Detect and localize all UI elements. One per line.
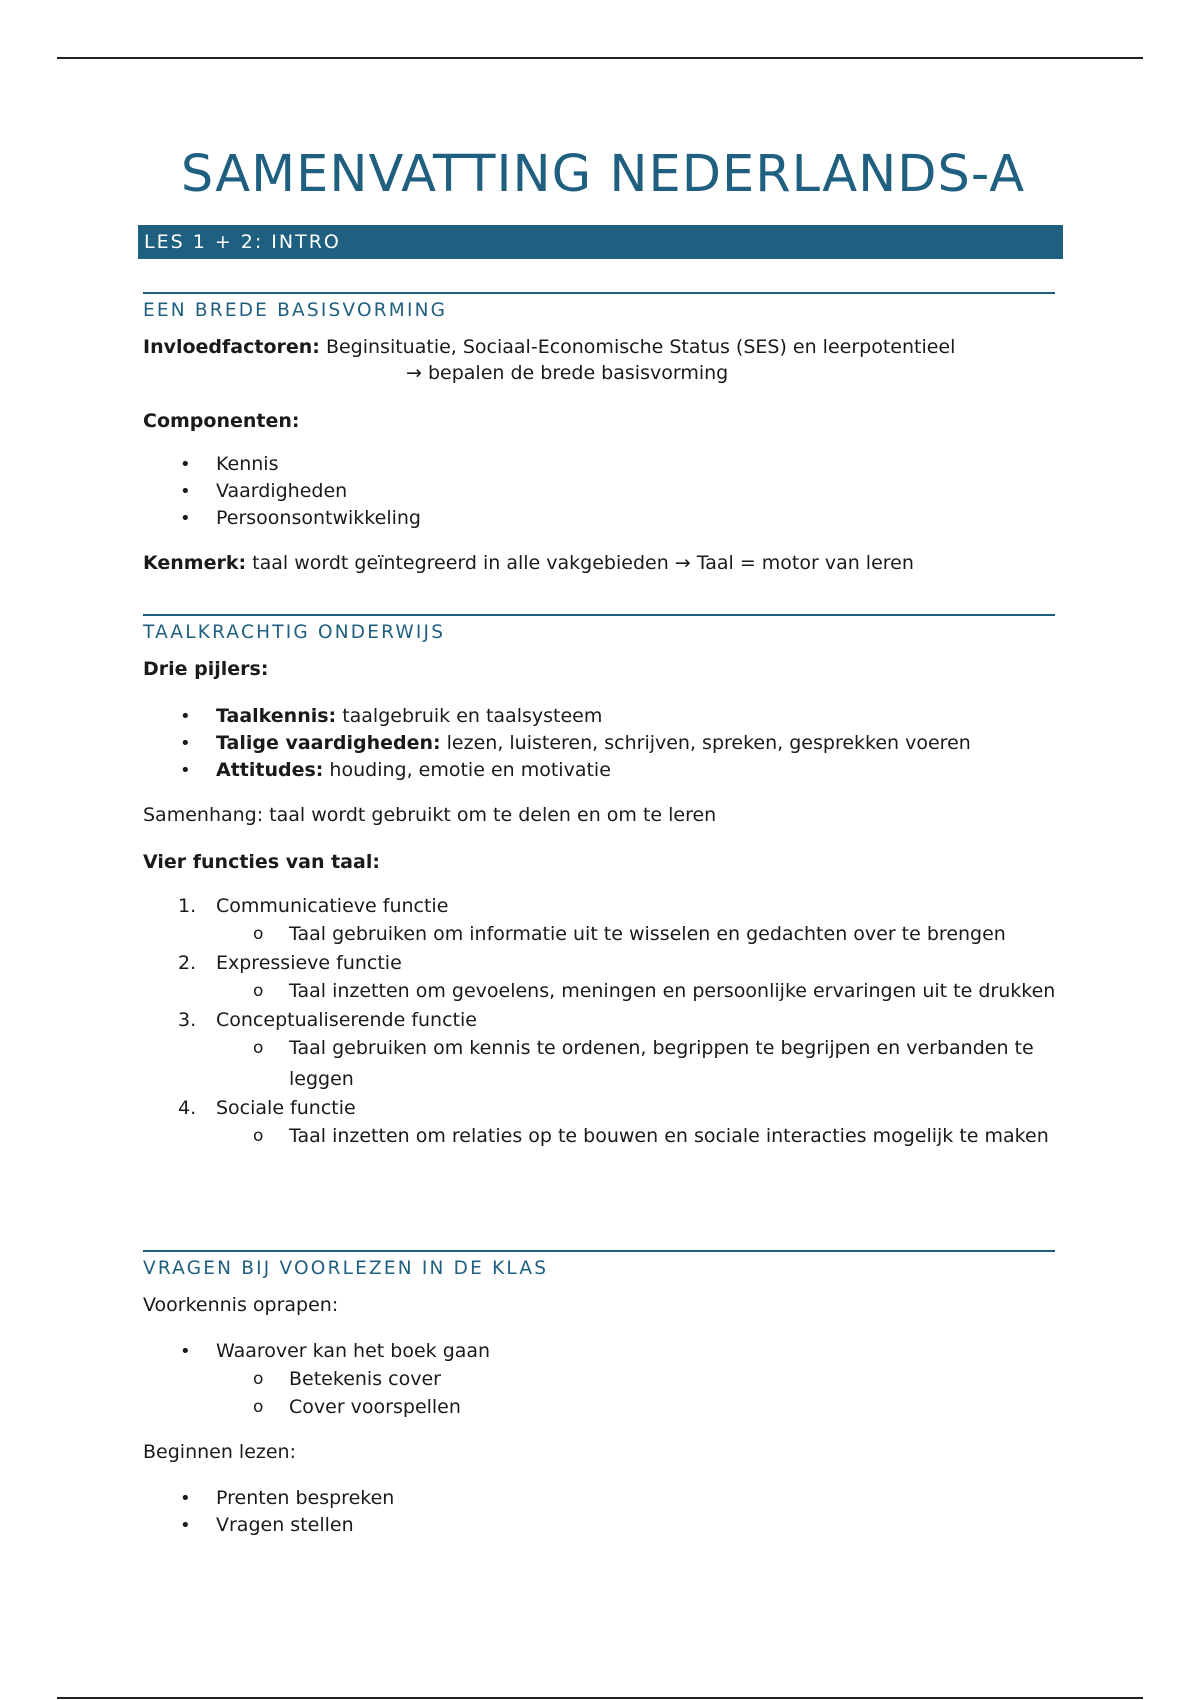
list-item	[143, 1338, 1063, 1421]
list-item	[143, 1095, 1063, 1152]
invloedfactoren-text: Beginsituatie, Sociaal-Economische Status (SES) en leerpotentieel	[319, 336, 956, 358]
sub-item: o Taal gebruiken om informatie uit te wisselen en gedachten over te brengen	[143, 919, 1063, 950]
list-item: • Prenten bespreken	[143, 1485, 1063, 1512]
list-number: 4.	[178, 1097, 197, 1119]
componenten-list	[143, 451, 1063, 532]
section-heading: EEN BREDE BASISVORMING	[143, 292, 1055, 324]
list-item	[143, 1007, 1063, 1095]
functie-name: Communicatieve functie	[216, 895, 449, 917]
list-item: • Vaardigheden	[143, 478, 1063, 505]
functies-list	[143, 893, 1063, 1152]
list-item: • Persoonsontwikkeling	[143, 505, 1063, 532]
list-item	[143, 757, 1063, 784]
sub-list	[216, 1121, 1063, 1152]
section-brede-basisvorming	[143, 292, 1063, 576]
pijler-text: taalgebruik en taalsysteem	[336, 705, 603, 727]
functie-name: Sociale functie	[216, 1097, 356, 1119]
sub-list	[216, 976, 1063, 1007]
pijler-text: lezen, luisteren, schrijven, spreken, gesprekken voeren	[440, 732, 971, 754]
footer-rule	[57, 1697, 1143, 1699]
list-number: 2.	[178, 952, 197, 974]
kenmerk-text: taal wordt geïntegreerd in alle vakgebieden → Taal = motor van leren	[246, 552, 914, 574]
document-title: SAMENVATTING NEDERLANDS-A	[180, 145, 1026, 204]
functies-label: Vier functies van taal:	[143, 851, 380, 873]
kenmerk-paragraph	[143, 550, 1063, 576]
beginnen-label: Beginnen lezen:	[143, 1441, 296, 1463]
pijlers-list	[143, 703, 1063, 784]
voorkennis-label: Voorkennis oprapen:	[143, 1294, 339, 1316]
voorkennis-list	[143, 1338, 1063, 1421]
section-taalkrachtig-onderwijs	[143, 614, 1063, 1152]
functie-name: Conceptualiserende functie	[216, 1009, 477, 1031]
document-page	[143, 140, 1063, 1536]
lesson-heading: LES 1 + 2: INTRO	[138, 225, 1063, 259]
kenmerk-label: Kenmerk:	[143, 552, 247, 574]
list-number: 1.	[178, 895, 197, 917]
list-item: • Vragen stellen	[143, 1512, 1063, 1539]
invloedfactoren-paragraph	[143, 334, 1063, 360]
functie-name: Expressieve functie	[216, 952, 402, 974]
list-item	[143, 730, 1063, 757]
beginnen-list	[143, 1485, 1063, 1539]
pijler-label: Attitudes:	[216, 759, 324, 781]
pijler-text: houding, emotie en motivatie	[323, 759, 611, 781]
list-item: • Kennis	[143, 451, 1063, 478]
componenten-label: Componenten:	[143, 410, 300, 432]
sub-item: o Betekenis cover	[143, 1365, 1063, 1393]
sub-list	[216, 1033, 1063, 1095]
pijlers-label: Drie pijlers:	[143, 658, 269, 680]
sub-item: o Taal inzetten om gevoelens, meningen en persoonlijke ervaringen uit te drukken	[143, 976, 1063, 1007]
section-vragen-voorlezen	[143, 1250, 1063, 1539]
pijler-label: Talige vaardigheden:	[216, 732, 441, 754]
samenhang-paragraph: Samenhang: taal wordt gebruikt om te delen en om te leren	[143, 804, 717, 826]
sub-item: o Cover voorspellen	[143, 1393, 1063, 1421]
list-number: 3.	[178, 1009, 197, 1031]
list-item	[143, 703, 1063, 730]
sub-item: o Taal gebruiken om kennis te ordenen, begrippen te begrijpen en verbanden te leggen	[143, 1033, 1063, 1095]
section-heading: VRAGEN BIJ VOORLEZEN IN DE KLAS	[143, 1250, 1055, 1282]
section-heading: TAALKRACHTIG ONDERWIJS	[143, 614, 1055, 646]
sub-list	[216, 1365, 1063, 1421]
pijler-label: Taalkennis:	[216, 705, 337, 727]
list-item	[143, 893, 1063, 950]
invloedfactoren-label: Invloedfactoren:	[143, 336, 320, 358]
sub-item: o Taal inzetten om relaties op te bouwen en sociale interacties mogelijk te maken	[143, 1121, 1063, 1152]
sub-list	[216, 919, 1063, 950]
list-item	[143, 950, 1063, 1007]
invloedfactoren-result: → bepalen de brede basisvorming	[406, 362, 729, 384]
header-rule	[57, 57, 1143, 59]
voorkennis-item: Waarover kan het boek gaan	[216, 1340, 491, 1362]
